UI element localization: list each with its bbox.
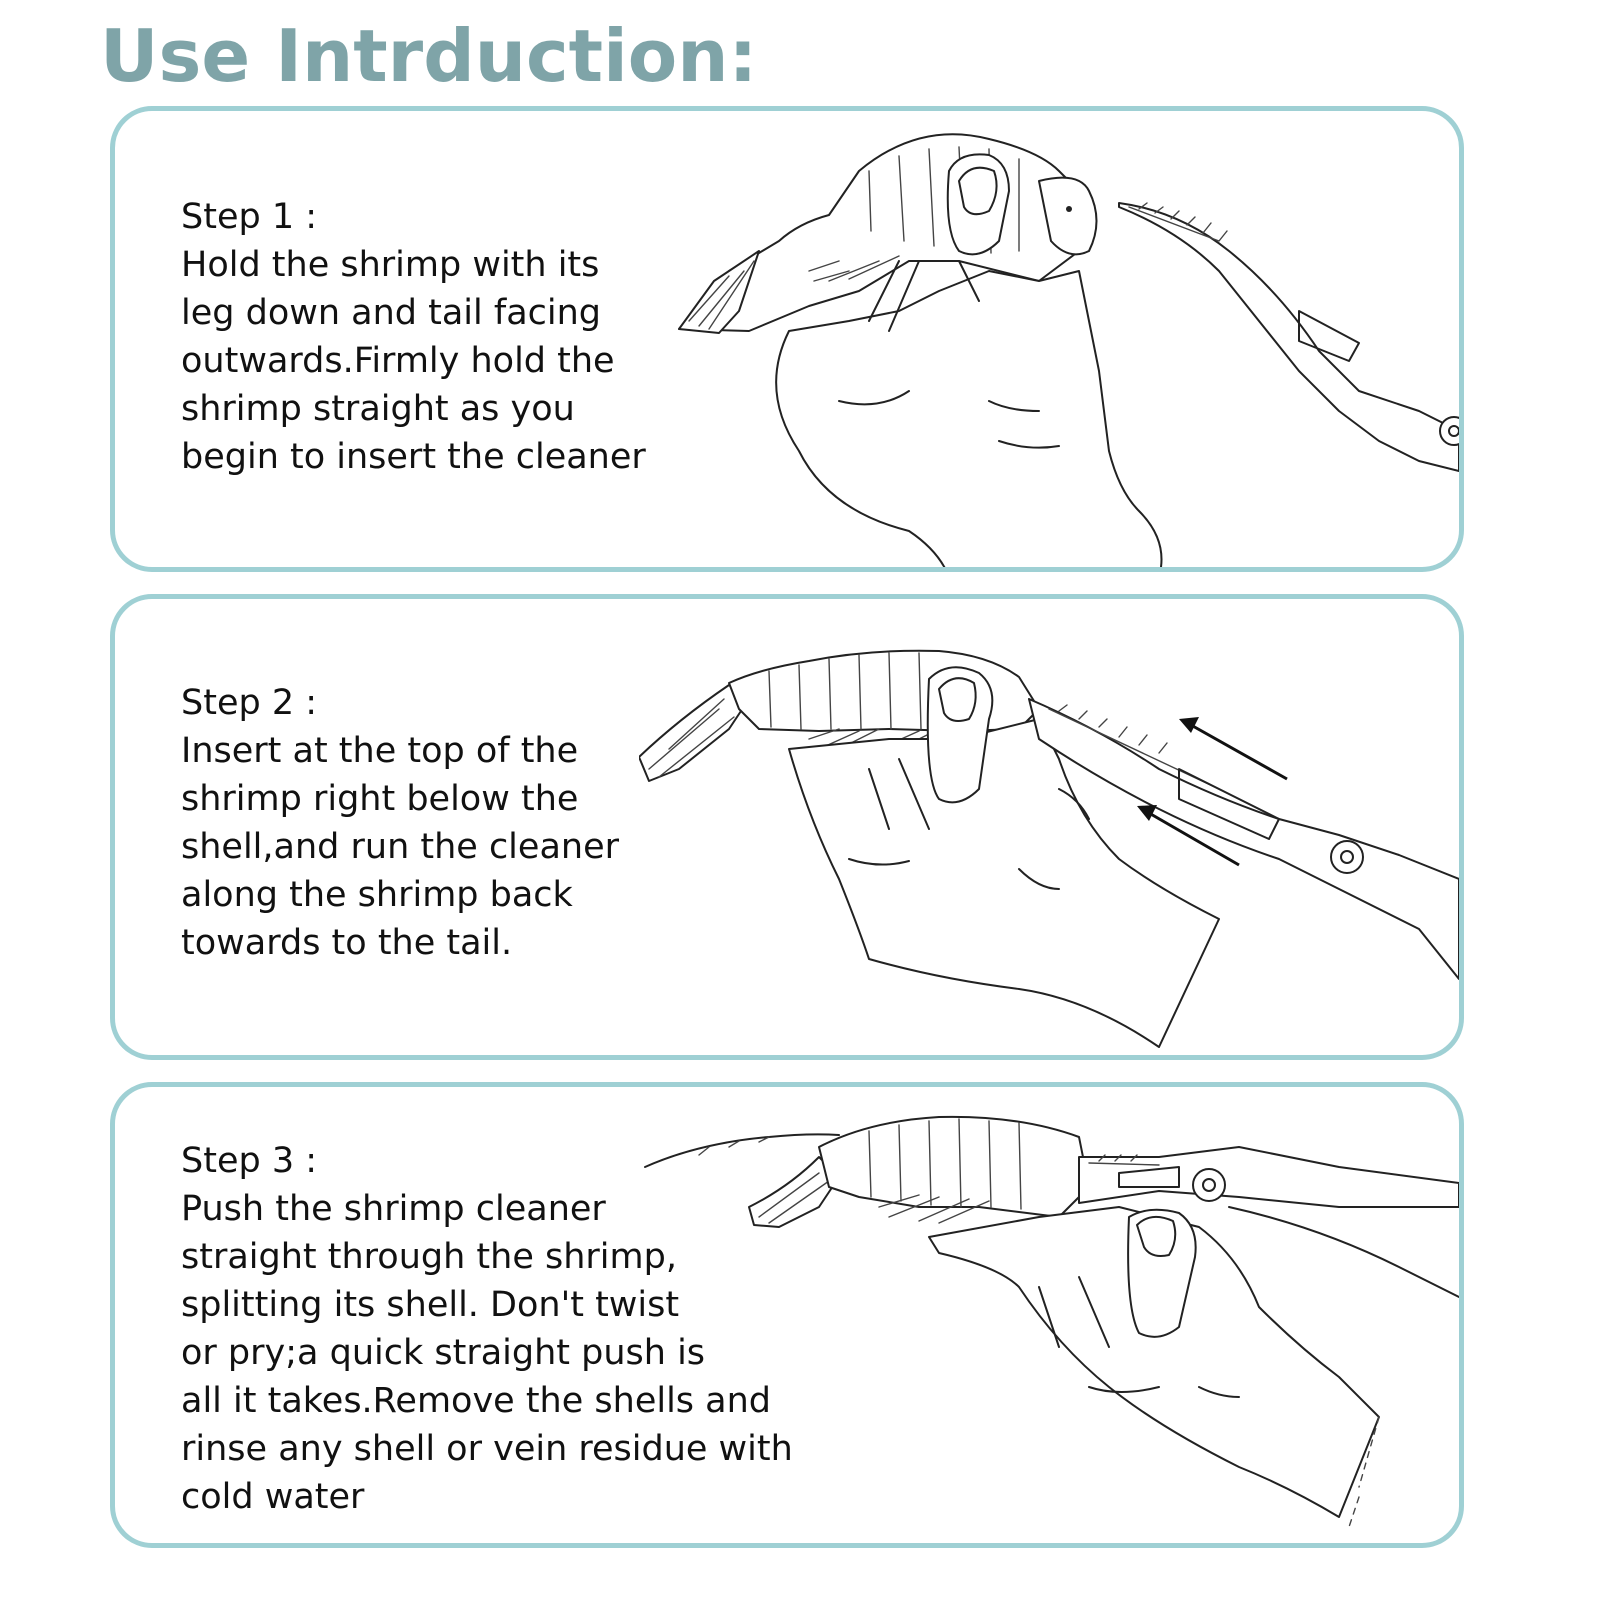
step-2-panel <box>110 594 1464 1060</box>
hand-inserting-cleaner-illustration <box>639 599 1459 1060</box>
step-3-panel <box>110 1082 1464 1548</box>
shrimp-cleaner-tool <box>1119 203 1459 471</box>
step-2-body: Insert at the top of the shrimp right below the shell,and run the cleaner along the shrimp back towards to the tail. <box>181 731 619 963</box>
direction-arrow-upper <box>1179 717 1287 779</box>
step-1-panel <box>110 106 1464 572</box>
shrimp-body <box>729 651 1039 731</box>
step-1-body: Hold the shrimp with its leg down and tail facing outwards.Firmly hold the shrimp straight as you begin to insert the cleaner <box>181 245 646 477</box>
step-2-heading: Step 2 : <box>181 683 318 723</box>
hand <box>776 271 1161 572</box>
hand-pushing-cleaner-illustration <box>639 1087 1459 1548</box>
step-1-heading: Step 1 : <box>181 197 318 237</box>
hand-holding-shrimp-illustration <box>659 111 1459 572</box>
page-title: Use Intrduction: <box>100 14 758 98</box>
step-3-body: Push the shrimp cleaner straight through the shrimp, splitting its shell. Don't twist or pry;a quick straight push is all it takes.Remove the shells and rinse any shell or vein residue with cold water <box>181 1189 793 1517</box>
step-1-text <box>181 193 646 481</box>
shrimp-tail <box>639 685 749 781</box>
step-2-text <box>181 679 619 967</box>
shrimp-body <box>819 1117 1089 1217</box>
thumb <box>948 154 1009 254</box>
step-3-heading: Step 3 : <box>181 1141 318 1181</box>
